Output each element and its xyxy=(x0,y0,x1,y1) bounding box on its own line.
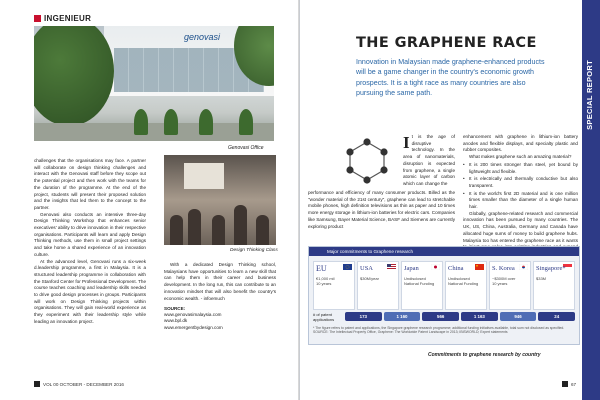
article-column xyxy=(164,262,276,302)
entity-name: USA xyxy=(360,265,374,272)
genovasi-office-photo xyxy=(34,26,274,141)
entity-name: EU xyxy=(316,264,327,273)
japan-flag-icon xyxy=(431,264,440,270)
sources-label: SOURCE: xyxy=(164,306,186,311)
page-number: 67 xyxy=(571,381,577,387)
right-page xyxy=(300,0,600,400)
paragraph: enhancement with graphene in lithium-ion battery anodes and flexible displays, and specialty plastic and rubber composites. xyxy=(463,134,578,153)
issue-info: VOL 00 OCTOBER - DECEMBER 2016 xyxy=(43,381,124,387)
entity-card xyxy=(445,261,487,310)
entity-funding: ~$300M over xyxy=(492,276,516,281)
paragraph: Genovasi also conducts an intensive three-day Design Thinking Workshop that enhances senior executives' ability to drive innovation in their respective organisations. Participants will learn and apply Design Thinking methods, use them in small project settings and take home a shared experience of an innovation culture. xyxy=(34,211,146,257)
entity-funding-detail: National Funding xyxy=(404,281,435,286)
patents-label: # of patent applications xyxy=(313,312,335,322)
usa-flag-icon xyxy=(387,264,396,270)
drop-cap: I xyxy=(403,133,410,152)
article-column xyxy=(308,190,455,230)
entity-funding: $33M xyxy=(536,276,547,281)
entity-funding: Undisclosed xyxy=(448,276,470,281)
china-flag-icon xyxy=(475,264,484,270)
entity-funding: Undisclosed xyxy=(404,276,426,281)
entity-name: Japan xyxy=(404,265,419,272)
folio-marker-icon xyxy=(562,381,568,387)
graphene-commitments-infographic xyxy=(308,246,580,345)
infographic-caption: Commitments to graphene research by country xyxy=(428,352,541,358)
bullet-item: • It is the world's first 2D material and is one million times smaller than the diameter of a single human hair. xyxy=(463,191,578,211)
magazine-header xyxy=(34,14,91,23)
source-link[interactable]: www.bpl.dk xyxy=(164,318,188,324)
graphene-molecule-icon xyxy=(336,134,398,188)
infographic-header: Major commitments to Graphene research xyxy=(309,247,579,256)
entity-card xyxy=(533,261,575,310)
entity-row xyxy=(313,261,575,310)
patent-count: 1 160 xyxy=(384,312,421,321)
paragraph: At the advanced level, Genovasi runs a six-week d.leadership programme, a first in Malaysia. It is a structured leadership programme in collaboration with the Stanford Center for Professional Development. The course teaches coaching and leadership skills needed to drive good design processes in groups. Participants will work on Design Thinking projects within organisations. They will gain real-world experience as they experiment with their leadership style while leading an innovation project. xyxy=(34,258,147,324)
entity-funding: $30M/year xyxy=(360,276,379,281)
folio-marker-icon xyxy=(34,381,40,387)
photo-caption: Design Thinking Class xyxy=(230,248,278,253)
infographic-footnote: * The figure refers to patent and applications, the Singapore graphene research programme; additional funding initiatives available, total sum not disclosed as specified. SOURCE: The Intellectual Property Office, Graphene: The Worldwide Patent Landscape in 2013; IBISWORLD; Expert statements xyxy=(313,326,565,335)
entity-name: China xyxy=(448,265,464,272)
article-title: THE GRAPHENE RACE xyxy=(356,35,537,51)
photo-sign: genovasi xyxy=(184,32,221,42)
patent-count: 566 xyxy=(422,312,459,321)
section-sidebar xyxy=(582,0,600,400)
patent-count: 173 xyxy=(345,312,382,321)
paragraph: performance and efficiency of many consumer products. Billed as the "wonder material of the 21st century", graphene can lead to stretchable mobile phones, high definition televisions as thin as paper and 10 times more energy storage in lithium-ion batteries for electric cars. Companies like Samsung, Bayer Material Science, BASF and Siemens are currently exploring product xyxy=(308,190,455,229)
entity-funding-detail: National Funding xyxy=(448,281,479,286)
bullet-item: • It is 200 times stronger than steel, yet bound by lightweight and flexible. xyxy=(463,162,578,175)
design-thinking-class-photo xyxy=(164,155,276,245)
entity-card xyxy=(401,261,443,310)
entity-name: S. Korea xyxy=(492,265,515,272)
article-column xyxy=(34,158,146,326)
patent-count: 946 xyxy=(500,312,537,321)
entity-card xyxy=(489,261,531,310)
entity-funding: €1,000 mil xyxy=(316,276,335,281)
paragraph: t is the age of disruptive technology. In the area of nanomaterials, disruption is expected from graphene, a single atomic layer of carbon which can change the xyxy=(403,134,455,186)
entity-funding-detail: 10 years xyxy=(492,281,508,286)
patent-count: 24 xyxy=(538,312,575,321)
entity-card xyxy=(357,261,399,310)
patent-row xyxy=(345,312,575,321)
paragraph: Globally, graphene-related research and commercial innovation has been pursued by many countries. The UK, US, China, Australia, Germany and Canada have allocated huge sums of money to build graphene hubs. Malaysia too has entered the graphene race as it wants xyxy=(463,210,578,243)
paragraph: What makes graphene such an amazing material? xyxy=(469,154,572,160)
source-link[interactable]: www.genovasimalaysia.com xyxy=(164,312,222,318)
section-label: SPECIAL REPORT xyxy=(585,60,594,130)
page-folio xyxy=(34,381,124,387)
patent-count: 1 163 xyxy=(461,312,498,321)
left-page xyxy=(0,0,299,400)
page-folio xyxy=(562,381,576,387)
south-korea-flag-icon xyxy=(519,264,528,270)
bullet-item: • It is electrically and thermally conductive but also transparent. xyxy=(463,176,578,189)
article-column xyxy=(403,134,455,188)
eu-flag-icon xyxy=(343,264,352,270)
magazine-name: INGENIEUR xyxy=(44,14,92,23)
section-marker-icon xyxy=(34,15,41,22)
paragraph: challenges that the organisations may face. A partner will collaborate on design thinking challenges and interact with the Genovasi staff before they scope out the potential project and then work with the teams for the duration of the programme. At the end of the project, students will present their proposed solution and the insights that led them to the concept to the partner. xyxy=(34,158,146,210)
photo-caption: Genovasi Office xyxy=(228,145,264,151)
article-column xyxy=(463,134,578,258)
entity-card xyxy=(313,261,355,310)
article-intro: Innovation in Malaysian made graphene-enhanced products will be a game changer in the country's economic growth prospects. It is a tight race as many countries are also pursuing the same path. xyxy=(356,58,545,98)
entity-funding-detail: 10 years xyxy=(316,281,332,286)
entity-name: Singapore* xyxy=(536,265,566,272)
sources-block xyxy=(164,306,276,331)
source-link[interactable]: www.emergentbydesign.com xyxy=(164,324,223,330)
paragraph: With a dedicated Design Thinking school, Malaysians have opportunities to learn a new skill that can help them in their career and business development. In the long run, this can contribute to an innovation mindset that will also benefit the country's economic wealth. - infoemuch xyxy=(164,262,276,301)
